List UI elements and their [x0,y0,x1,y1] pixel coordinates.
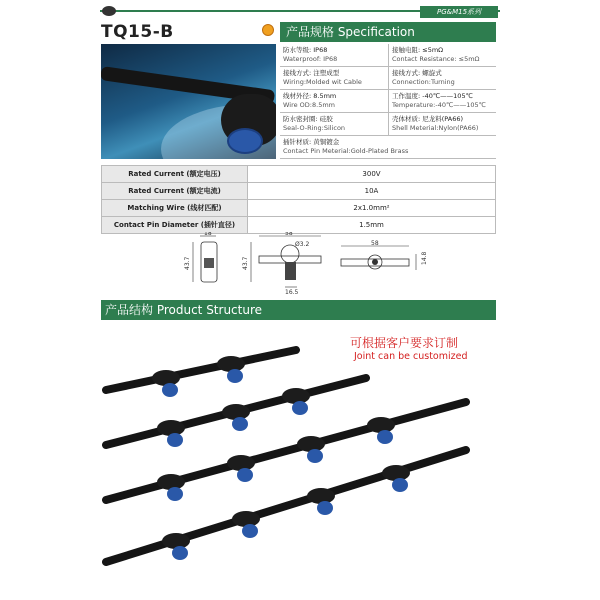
spec-en: Seal-O-Ring:Silicon [283,124,346,132]
spec-zh: 壳体材质: 尼龙料(PA66) [392,115,464,123]
dimension-svg [101,232,496,296]
rating-label: Rated Current (额定电流) [102,183,248,200]
custom-note-zh: 可根据客户要求订制 [350,336,459,350]
spec-cell [388,44,496,66]
assembly-graphic [106,450,466,562]
blue-nut-graphic [227,128,263,154]
spec-en: Temperature:-40℃——105℃ [392,101,486,109]
spec-en: Contact Resistance: ≤5mΩ [392,55,480,63]
spec-zh: 工作温度: -40℃——105℃ [392,92,473,100]
series-tag: PG&M15系列 [420,6,498,18]
custom-note-en: Joint can be customized [354,351,468,362]
spec-row [280,44,496,67]
spec-cell [280,90,388,112]
spec-cell [280,67,388,89]
spec-cell [388,113,496,135]
spec-row [280,67,496,90]
spec-cell [280,113,388,135]
spec-zh: 接线方式: 注塑成型 [283,69,340,77]
dim-label: 43.7 [184,256,191,270]
side-view-drawing [184,232,217,282]
table-row [102,166,496,183]
model-title: TQ15-B [101,22,174,42]
ratings-table [101,165,496,234]
dim-label: 14.8 [421,251,428,265]
spec-zh: 插针材质: 黄铜镀金 [283,138,340,146]
connector-assemblies [96,330,476,590]
spec-en: Contact Pin Meterial:Gold-Plated Brass [283,147,409,155]
spec-en: Connection:Turning [392,78,455,86]
spec-zh: 线材外径: 8.5mm [283,92,337,100]
spec-zh: 接线方式: 螺旋式 [392,69,442,77]
spec-cell [388,90,496,112]
assembly-graphic [106,402,466,501]
quality-badge-icon [262,24,274,36]
structure-header: 产品结构 Product Structure [101,300,496,320]
spec-en: Wire OD:8.5mm [283,101,335,109]
spec-en: Shell Meterial:Nylon(PA66) [392,124,479,132]
spec-zh: 防水等级: IP68 [283,46,328,54]
dim-label: 58 [285,232,293,237]
rating-value: 2x1.0mm² [248,200,496,217]
spec-row [280,113,496,136]
rating-label: Matching Wire (线材匹配) [102,200,248,217]
assembly-graphic [106,350,296,397]
spec-cell [388,67,496,89]
spec-zh: 防水密封圈: 硅胶 [283,115,333,123]
spec-en: Wiring:Molded wit Cable [283,78,362,86]
dimension-drawings [101,232,496,296]
table-row [102,217,496,234]
spec-row [280,90,496,113]
front-view-drawing [242,232,321,296]
spec-header: 产品规格 Specification [280,22,496,42]
spec-grid [280,44,496,159]
table-row [102,200,496,217]
spec-zh: 接触电阻: ≤5mΩ [392,46,444,54]
product-structure-image [96,330,476,590]
spec-en: Waterproof: IP68 [283,55,338,63]
dim-label: Ø3.2 [295,241,310,248]
dim-label: 43.7 [242,256,249,270]
spec-full-row [280,136,496,159]
dim-label: 16.5 [285,289,299,296]
dim-label: 18 [204,232,212,237]
rating-value: 10A [248,183,496,200]
rating-label: Contact Pin Diameter (插针直径) [102,217,248,234]
rating-label: Rated Current (额定电压) [102,166,248,183]
rating-value: 300V [248,166,496,183]
top-view-drawing [341,240,428,270]
rating-value: 1.5mm [248,217,496,234]
brand-logo [102,6,116,16]
product-photo [101,44,276,159]
dim-label: 58 [371,240,379,247]
spec-cell [280,44,388,66]
table-row [102,183,496,200]
